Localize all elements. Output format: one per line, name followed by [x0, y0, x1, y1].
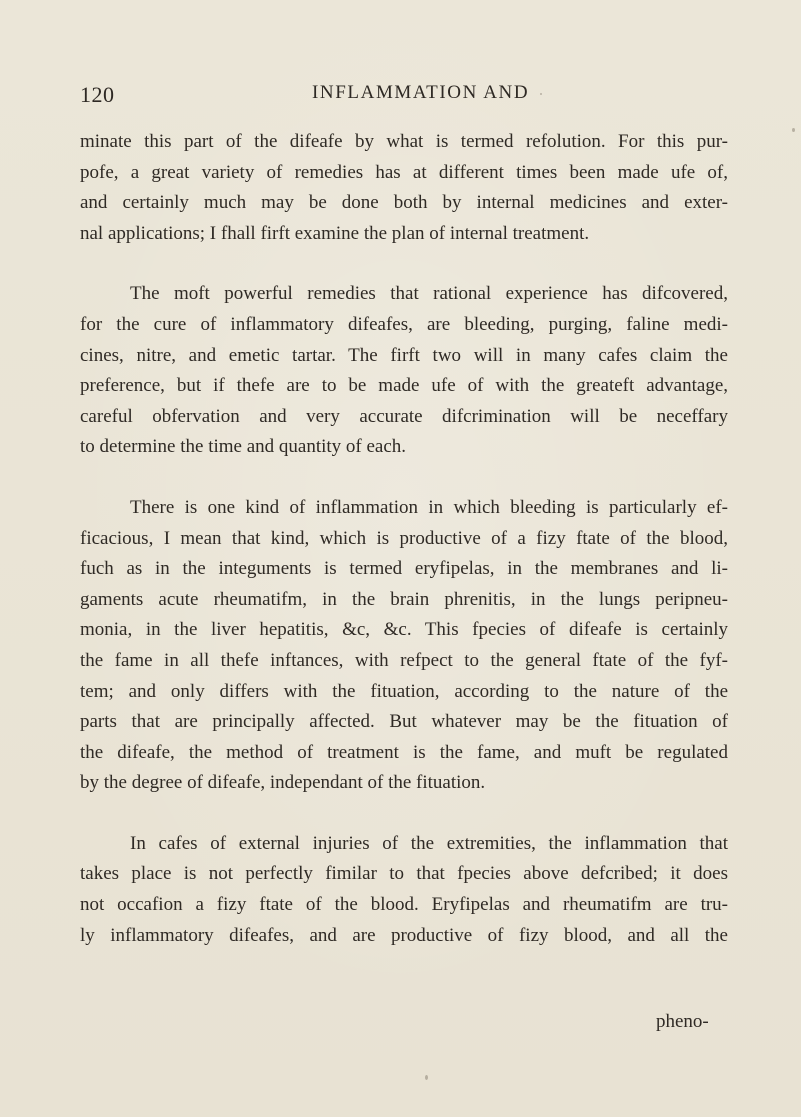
text-line: the difeafe, the method of treatment is the fame, and muft be regulated — [80, 741, 728, 763]
text-line: takes place is not perfectly fimilar to that fpecies above defcribed; it does — [80, 863, 728, 885]
catchword: pheno- — [656, 1011, 709, 1032]
body-text — [80, 127, 728, 951]
text-line: to determine the time and quantity of each. — [80, 436, 407, 458]
paper-speck — [792, 128, 795, 132]
text-line: for the cure of inflammatory difeafes, are bleeding, purging, faline medi- — [80, 313, 728, 335]
text-line: The moft powerful remedies that rational experience has difcovered, — [130, 283, 728, 305]
paper-speck — [540, 93, 542, 95]
paragraph — [80, 493, 728, 799]
text-line: tem; and only differs with the fituation, according to the nature of the — [80, 680, 728, 702]
text-line: preference, but if thefe are to be made ufe of with the greateft advantage, — [80, 375, 728, 397]
text-line: not occafion a fizy ftate of the blood. Eryfipelas and rheumatifm are tru- — [80, 894, 728, 916]
text-line: and certainly much may be done both by internal medicines and exter- — [80, 192, 728, 214]
text-line: pofe, a great variety of remedies has at different times been made ufe of, — [80, 161, 728, 183]
text-line: nal applications; I fhall firft examine the plan of internal treatment. — [80, 222, 590, 244]
page-header — [80, 82, 720, 112]
text-line: monia, in the liver hepatitis, &c, &c. This fpecies of difeafe is certainly — [80, 619, 728, 641]
text-line: There is one kind of inflammation in which bleeding is particularly ef- — [130, 496, 728, 518]
paragraph — [80, 829, 728, 951]
text-line: gaments acute rheumatifm, in the brain phrenitis, in the lungs peripneu- — [80, 588, 728, 610]
paper-speck — [425, 1075, 428, 1080]
text-line: the fame in all thefe inftances, with refpect to the general ftate of the fyf- — [80, 649, 728, 671]
text-line: In cafes of external injuries of the extremities, the inflammation that — [130, 832, 728, 854]
text-line: by the degree of difeafe, independant of the fituation. — [80, 772, 486, 794]
text-line: ly inflammatory difeafes, and are productive of fizy blood, and all the — [80, 924, 728, 946]
paragraph — [80, 279, 728, 463]
text-line: ficacious, I mean that kind, which is productive of a fizy ftate of the blood, — [80, 527, 728, 549]
text-line: fuch as in the integuments is termed eryfipelas, in the membranes and li- — [80, 558, 728, 580]
page-number: 120 — [80, 82, 115, 107]
text-line: minate this part of the difeafe by what is termed refolution. For this pur- — [80, 131, 728, 152]
text-line: careful obfervation and very accurate difcrimination will be neceffary — [80, 405, 728, 427]
paragraph — [80, 127, 728, 249]
text-line: parts that are principally affected. But whatever may be the fituation of — [80, 711, 728, 733]
running-head: INFLAMMATION AND — [312, 82, 530, 103]
text-line: cines, nitre, and emetic tartar. The firft two will in many cafes claim the — [80, 344, 728, 366]
